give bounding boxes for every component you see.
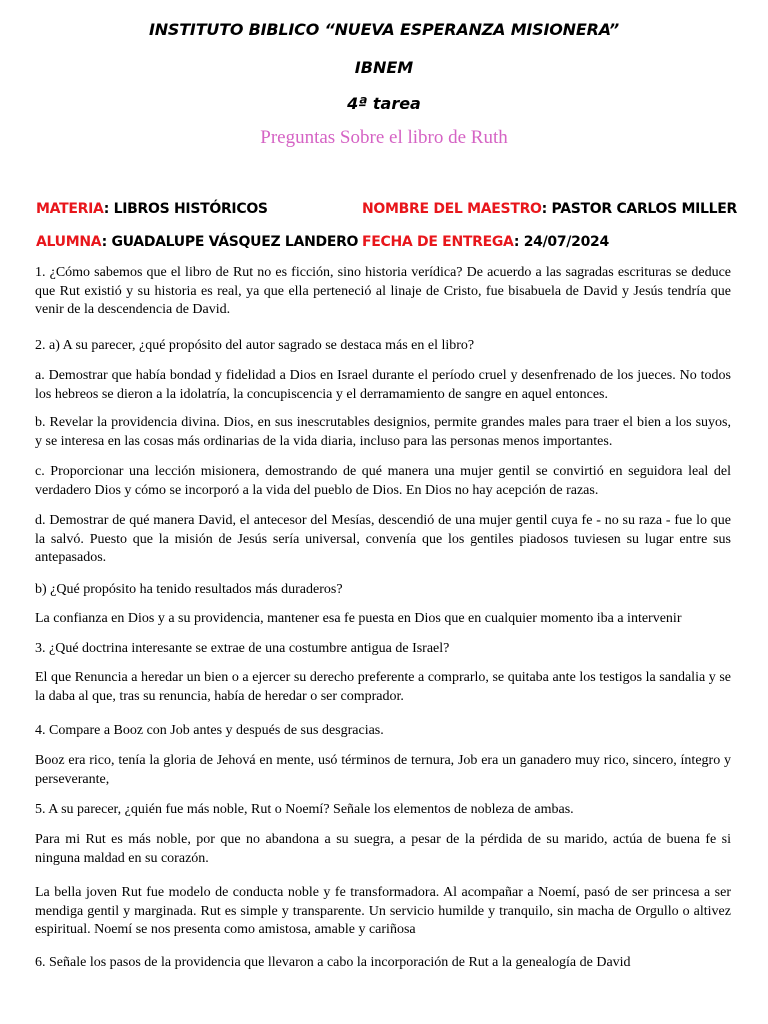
meta-materia-value: : LIBROS HISTÓRICOS bbox=[103, 201, 268, 217]
answer-5-part-1: Para mi Rut es más noble, por que no abandona a su suegra, a pesar de la pérdida de su marido, actúa de buena fe si ninguna maldad en su corazón. bbox=[35, 832, 731, 866]
meta-due-date bbox=[362, 234, 609, 250]
answer-2a-item-c: c. Proporcionar una lección misionera, demostrando de qué manera una mujer gentil se convirtió en seguidora leal del verdadero Dios y cómo se incorporó a la vida del pueblo de Dios. En Dios no hay acepción de razas. bbox=[35, 464, 731, 498]
answer-5-part-2: La bella joven Rut fue modelo de conducta noble y fe transformadora. Al acompañar a Noemí, pasó de ser princesa a ser mendiga gentil y marginada. Rut es simple y transparente. Un servicio humilde y tranquilo, sin macha de Orgullo o altivez espiritual. Noemí se nos presenta como amistosa, amable y cariñosa bbox=[35, 885, 731, 937]
answer-2b: La confianza en Dios y a su providencia, mantener esa fe puesta en Dios que en cualquier momento iba a intervenir bbox=[35, 611, 682, 626]
meta-materia-label: MATERIA bbox=[36, 201, 104, 217]
question-6: 6. Señale los pasos de la providencia que llevaron a cabo la incorporación de Rut a la genealogía de David bbox=[35, 955, 631, 970]
answer-4: Booz era rico, tenía la gloria de Jehová en mente, usó términos de ternura, Job era un ganadero muy rico, sincero, íntegro y perseverante, bbox=[35, 753, 731, 787]
answer-2a-item-a: a. Demostrar que había bondad y fidelidad a Dios en Israel durante el período cruel y desenfrenado de los jueces. No todos los hebreos se dieron a la idolatría, la concupiscencia y el derramamiento de sangre en aquel entonces. bbox=[35, 368, 731, 402]
meta-due-date-value: : 24/07/2024 bbox=[513, 234, 609, 250]
question-2b: b) ¿Qué propósito ha tenido resultados más duraderos? bbox=[35, 582, 343, 597]
answer-1: 1. ¿Cómo sabemos que el libro de Rut no es ficción, sino historia verídica? De acuerdo a las sagradas escrituras se deduce que Rut existió y su historia es real, ya que ella perteneció al linaje de Cristo, fue bisabuela de David y Jesús tendría que venir de la descendencia de David. bbox=[35, 265, 731, 317]
meta-materia bbox=[36, 201, 268, 217]
question-2a: 2. a) A su parecer, ¿qué propósito del autor sagrado se destaca más en el libro? bbox=[35, 338, 475, 353]
meta-teacher bbox=[362, 201, 737, 217]
assignment-number: 4ª tarea bbox=[347, 94, 421, 113]
meta-teacher-value: : PASTOR CARLOS MILLER bbox=[541, 201, 738, 217]
question-4: 4. Compare a Booz con Job antes y después de sus desgracias. bbox=[35, 723, 384, 738]
question-3: 3. ¿Qué doctrina interesante se extrae de una costumbre antigua de Israel? bbox=[35, 641, 450, 656]
meta-student-label: ALUMNA bbox=[36, 234, 102, 250]
meta-due-date-label: FECHA DE ENTREGA bbox=[362, 234, 514, 250]
meta-student bbox=[36, 234, 358, 250]
meta-student-value: : GUADALUPE VÁSQUEZ LANDERO bbox=[101, 234, 359, 250]
document-subject-title: Preguntas Sobre el libro de Ruth bbox=[260, 127, 508, 148]
question-5: 5. A su parecer, ¿quién fue más noble, Rut o Noemí? Señale los elementos de nobleza de ambas. bbox=[35, 802, 574, 817]
answer-2a-item-d: d. Demostrar de qué manera David, el antecesor del Mesías, descendió de una mujer gentil cuya fe - no su raza - fue lo que la salvó. Puesto que la misión de Jesús sería universal, convenía que los gentiles piadosos tuviesen su lugar entre sus antepasados. bbox=[35, 513, 731, 565]
institute-acronym: IBNEM bbox=[354, 58, 414, 77]
answer-2a-item-b: b. Revelar la providencia divina. Dios, en sus inescrutables designios, permite grandes males para traer el bien a los suyos, y se interesa en las cosas más ordinarias de la vida diaria, incluso para las personas menos importantes. bbox=[35, 415, 731, 449]
institute-title: INSTITUTO BIBLICO “NUEVA ESPERANZA MISIONERA” bbox=[148, 20, 620, 39]
answer-3: El que Renuncia a heredar un bien o a ejercer su derecho preferente a comprarlo, se quitaba ante los testigos la sandalia y se la daba al que, tras su renuncia, había de heredar o ser comprador. bbox=[35, 670, 731, 704]
meta-teacher-label: NOMBRE DEL MAESTRO bbox=[362, 201, 542, 217]
